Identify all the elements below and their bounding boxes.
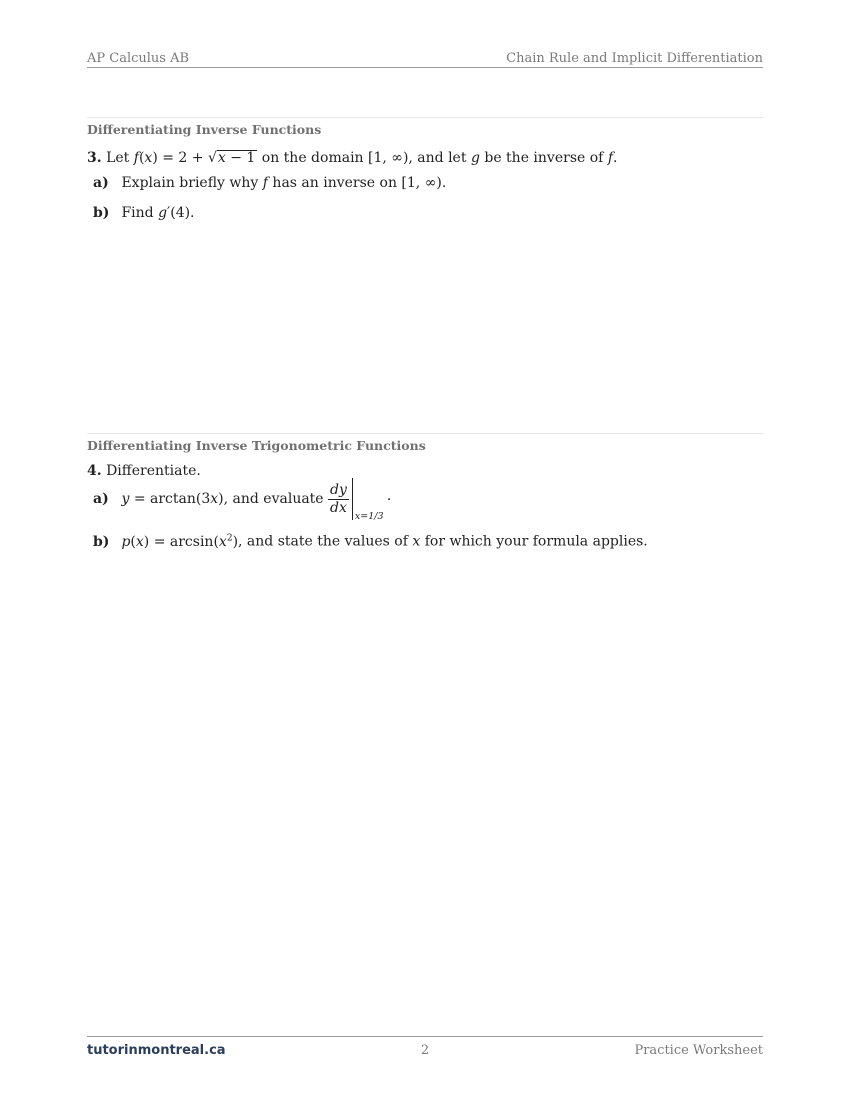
header-course: AP Calculus AB [87, 51, 190, 66]
problem-text: be the inverse of [484, 150, 604, 166]
math-expression: f. [607, 150, 618, 166]
problem-text: on the domain [1, ∞), and let [261, 150, 467, 166]
part-label: b) [93, 533, 110, 550]
section-title: Differentiating Inverse Trigonometric Functions [87, 438, 426, 453]
part-label: b) [93, 205, 110, 221]
part-label: a) [93, 491, 109, 507]
footer-site: tutorinmontreal.ca [87, 1043, 226, 1058]
header-topic: Chain Rule and Implicit Differentiation [506, 51, 763, 66]
problem-4-part-b [93, 533, 648, 550]
part-text: Explain briefly why [121, 175, 259, 191]
problem-3 [87, 150, 617, 166]
section-divider [87, 433, 763, 434]
derivative-fraction: $\frac{dy}{dx}$ [330, 482, 347, 516]
footer-label: Practice Worksheet [634, 1043, 763, 1058]
footer-divider [87, 1036, 763, 1037]
math-expression: x [412, 533, 421, 550]
math-expression: y = arctan(3x) [121, 491, 224, 507]
problem-number: 4. [87, 463, 102, 479]
math-expression: g′(4). [158, 205, 195, 221]
evaluation-point: x=1/3 [354, 511, 384, 522]
part-text: Find [121, 205, 154, 221]
part-text: has an inverse on [1, ∞). [272, 175, 447, 191]
math-expression: $p(x) = \arcsin(x^2)$ [121, 533, 239, 550]
problem-3-part-b [93, 205, 195, 221]
part-text: , and state the values of [238, 533, 408, 550]
math-expression: f [262, 175, 268, 191]
problem-4 [87, 463, 201, 479]
evaluation-bar: x=1/3 . [352, 478, 391, 520]
problem-4-part-a [93, 478, 391, 520]
section-divider [87, 117, 763, 118]
part-label: a) [93, 175, 109, 191]
problem-3-part-a [93, 175, 446, 191]
section-title: Differentiating Inverse Functions [87, 122, 322, 137]
math-expression: g [470, 150, 480, 166]
part-text: , and evaluate [223, 491, 324, 507]
part-text: for which your formula applies. [424, 533, 648, 550]
problem-text: Let [106, 150, 130, 166]
problem-number: 3. [87, 150, 102, 166]
math-expression: f(x) = 2 + √x − 1 [133, 150, 256, 166]
problem-text: Differentiate. [106, 463, 201, 479]
page-number: 2 [420, 1043, 430, 1058]
header-divider [87, 67, 763, 68]
